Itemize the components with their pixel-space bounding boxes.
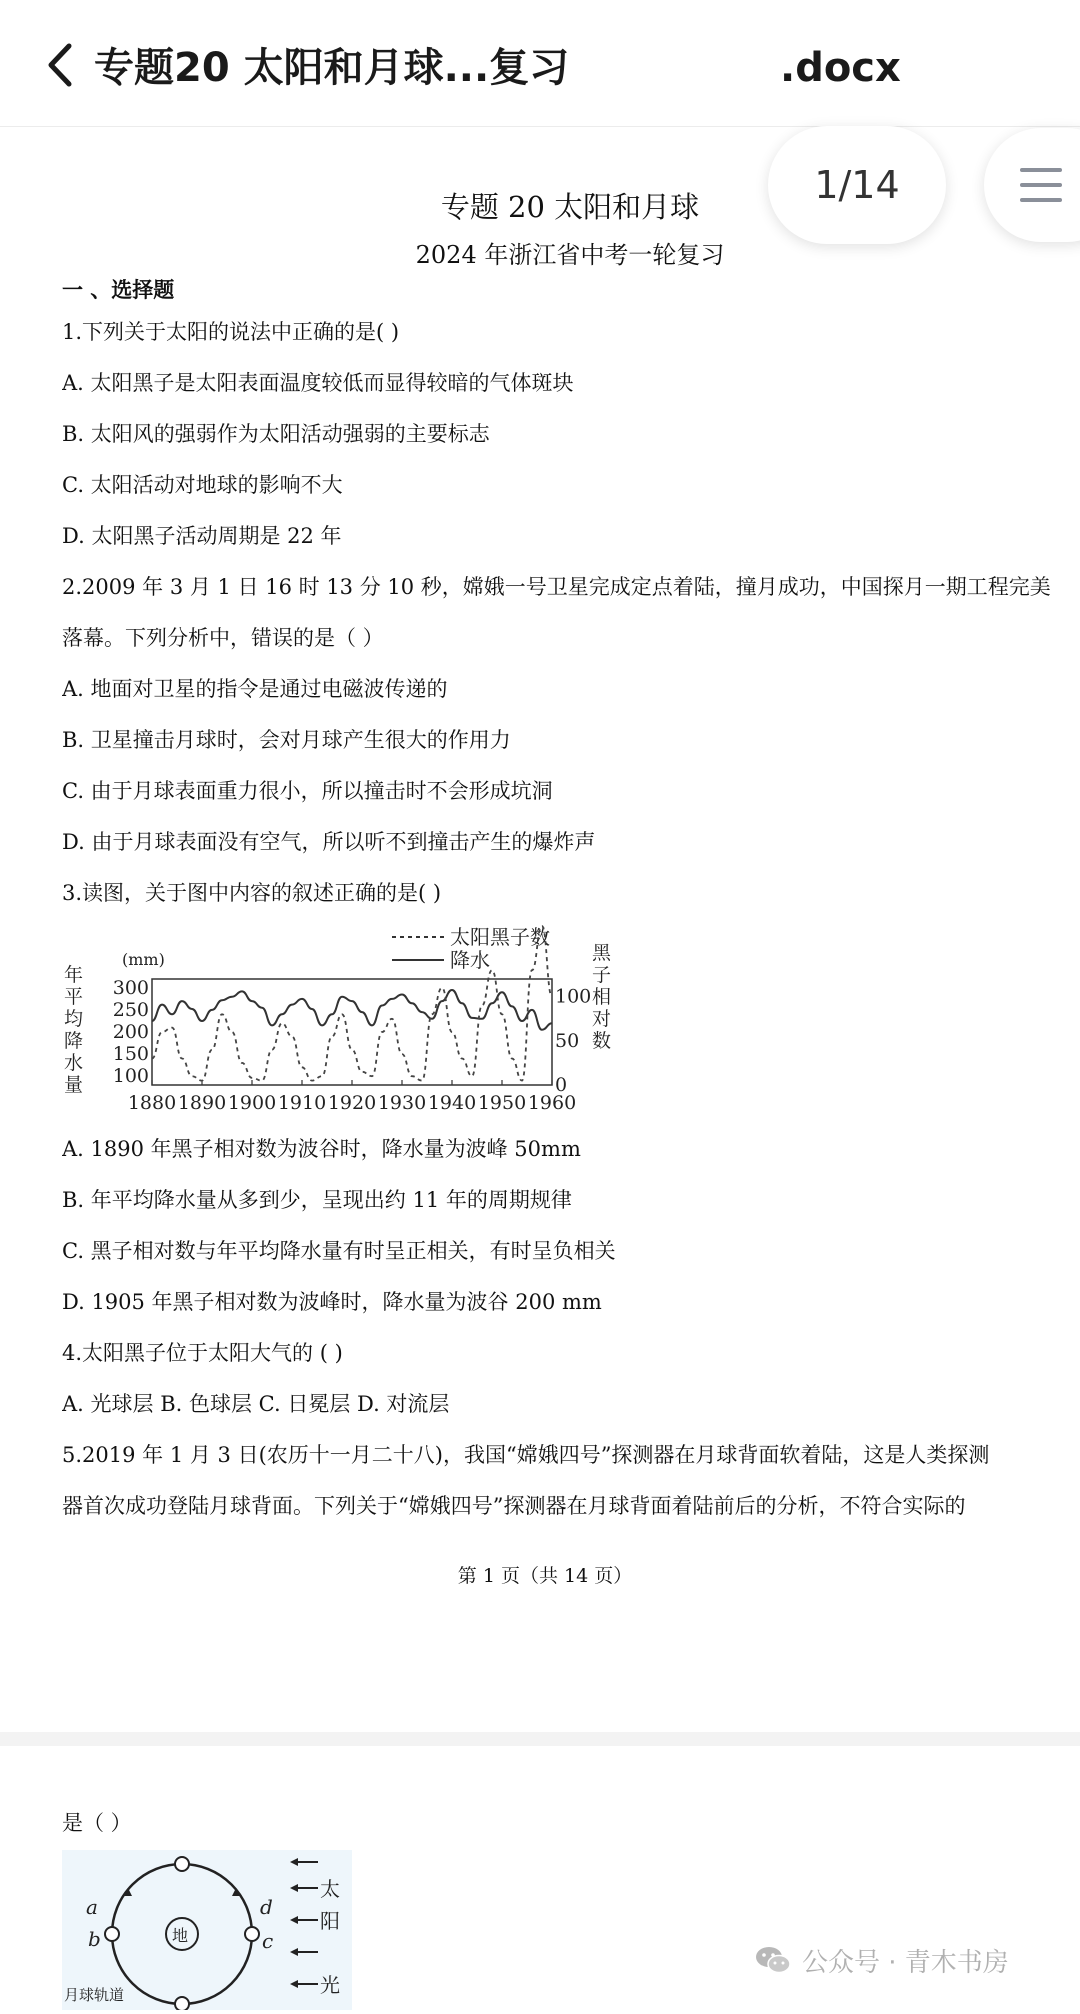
y-tick-label-150: 150: [112, 1043, 149, 1066]
q3-option-d: D. 1905 年黑子相对数为波峰时，降水量为波谷 200 mm: [62, 1290, 602, 1314]
sunspot-precipitation-chart: [62, 923, 622, 1113]
back-button[interactable]: [38, 40, 82, 90]
document-title: 专题20 太阳和月球...复习: [94, 45, 570, 91]
document-page-1: [0, 127, 1080, 1727]
watermark-text: 公众号 · 青木书房: [802, 1947, 1009, 1978]
y-tick-label-300: 300: [112, 976, 149, 999]
question-2: 2.2009 年 3 月 1 日 16 时 13 分 10 秒，嫦娥一号卫星完成定点着陆，撞月成功，中国探月一期工程完美: [62, 575, 1051, 599]
point-c-label: c: [262, 1929, 274, 1953]
chevron-left-icon: [45, 42, 75, 88]
y-tick-label-100: 100: [112, 1065, 149, 1088]
moon-orbit-figure: [62, 1850, 352, 2010]
y2-tick-label-50: 50: [555, 1029, 580, 1052]
q1-option-a: A. 太阳黑子是太阳表面温度较低而显得较暗的气体斑块: [62, 371, 574, 395]
sunlight-label-2: 阳: [320, 1909, 340, 1933]
sunlight-label-1: 太: [320, 1877, 340, 1901]
orbit-label: 月球轨道: [64, 1986, 125, 2004]
document-extension: .docx: [780, 45, 901, 91]
q3-option-a: A. 1890 年黑子相对数为波谷时，降水量为波峰 50mm: [62, 1137, 581, 1161]
question-5-end: 是（ ）: [62, 1811, 132, 1835]
y2-tick-label-0: 0: [555, 1074, 568, 1096]
page-title: 专题 20 太阳和月球: [440, 190, 700, 224]
point-b-label: b: [88, 1927, 101, 1951]
x-tick-label-1910: 1910: [277, 1092, 327, 1113]
page-indicator[interactable]: 1/14: [768, 126, 946, 244]
y-tick-label-250: 250: [112, 998, 149, 1021]
page-footer: 第 1 页（共 14 页）: [457, 1565, 633, 1587]
x-tick-label-1940: 1940: [427, 1092, 477, 1113]
q1-option-b: B. 太阳风的强弱作为太阳活动强弱的主要标志: [62, 422, 490, 446]
legend-label-precip: 降水: [450, 948, 490, 972]
q2-option-a: A. 地面对卫星的指令是通过电磁波传递的: [62, 677, 448, 701]
x-tick-label-1880: 1880: [127, 1092, 177, 1113]
chart-legend: [392, 925, 550, 972]
q4-options: A. 光球层 B. 色球层 C. 日冕层 D. 对流层: [62, 1392, 450, 1416]
q3-option-c: C. 黑子相对数与年平均降水量有时呈正相关，有时呈负相关: [62, 1239, 616, 1263]
watermark: [754, 1940, 1009, 1980]
x-tick-label-1920: 1920: [327, 1092, 377, 1113]
moon-position-c: [245, 1927, 259, 1941]
question-5-cont: 器首次成功登陆月球背面。下列关于“嫦娥四号”探测器在月球背面着陆前后的分析，不符合实际的: [62, 1494, 966, 1518]
x-tick-label-1950: 1950: [477, 1092, 527, 1113]
left-axis-unit: (mm): [122, 950, 165, 969]
chart-svg: [62, 923, 622, 1113]
point-a-label: a: [86, 1895, 98, 1919]
sunlight-label-3: 光: [320, 1973, 340, 1997]
q2-option-b: B. 卫星撞击月球时，会对月球产生很大的作用力: [62, 728, 511, 752]
q2-option-c: C. 由于月球表面重力很小，所以撞击时不会形成坑洞: [62, 779, 553, 803]
section-heading: 一 、选择题: [62, 277, 175, 302]
legend-label-sunspot: 太阳黑子数: [450, 925, 550, 949]
right-axis-title: 黑子相对数: [592, 942, 612, 1052]
x-tick-label-1960: 1960: [527, 1092, 577, 1113]
question-2-cont: 落幕。下列分析中，错误的是（ ）: [62, 626, 384, 650]
series-line-precipitation: [152, 990, 552, 1030]
x-tick-label-1890: 1890: [177, 1092, 227, 1113]
q2-option-d: D. 由于月球表面没有空气，所以听不到撞击产生的爆炸声: [62, 830, 596, 854]
wechat-icon: [754, 1944, 792, 1976]
question-1: 1.下列关于太阳的说法中正确的是( ): [62, 320, 400, 344]
y2-tick-label-100: 100: [555, 985, 592, 1008]
plot-frame: [152, 979, 552, 1085]
moon-position-top: [175, 1857, 189, 1871]
top-app-bar: [0, 0, 1080, 127]
orbit-figure-svg: [62, 1850, 352, 2010]
page-separator: [0, 1732, 1080, 1746]
q1-option-c: C. 太阳活动对地球的影响不大: [62, 473, 343, 497]
x-tick-label-1900: 1900: [227, 1092, 277, 1113]
q1-option-d: D. 太阳黑子活动周期是 22 年: [62, 524, 342, 548]
earth-label: 地: [172, 1926, 189, 1945]
point-d-label: d: [260, 1895, 273, 1919]
y-tick-label-200: 200: [112, 1021, 149, 1043]
left-axis-title: 年平均降水量: [64, 964, 84, 1096]
question-5: 5.2019 年 1 月 3 日(农历十一月二十八)，我国“嫦娥四号”探测器在月球背面软着陆，这是人类探测: [62, 1443, 990, 1467]
moon-position-b: [105, 1927, 119, 1941]
question-3: 3.读图，关于图中内容的叙述正确的是( ): [62, 881, 442, 905]
x-tick-label-1930: 1930: [377, 1092, 427, 1113]
page-subtitle: 2024 年浙江省中考一轮复习: [415, 241, 725, 269]
question-4: 4.太阳黑子位于太阳大气的 ( ): [62, 1341, 343, 1365]
q3-option-b: B. 年平均降水量从多到少，呈现出约 11 年的周期规律: [62, 1188, 572, 1212]
